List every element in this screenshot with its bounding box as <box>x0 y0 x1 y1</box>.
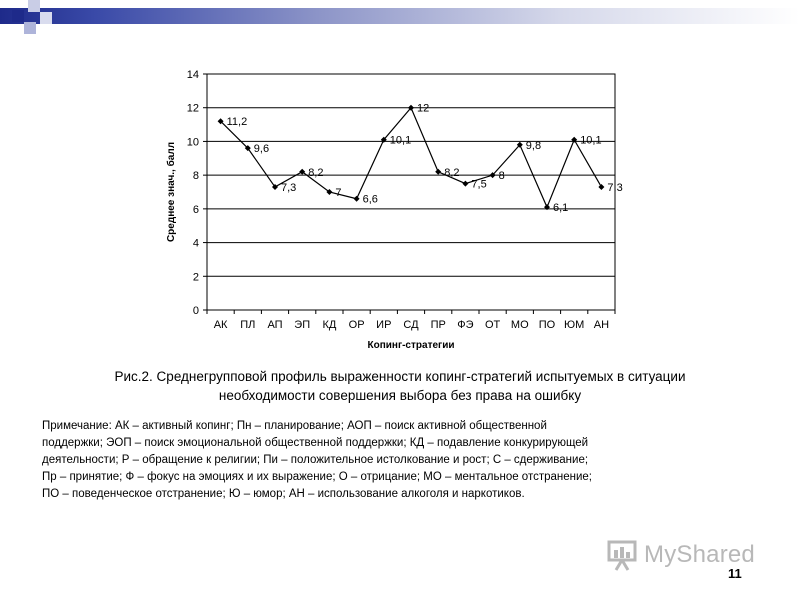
y-tick-label: 10 <box>186 136 199 149</box>
x-tick-label: ПЛ <box>240 319 256 331</box>
x-tick-label: ФЭ <box>457 319 474 331</box>
header-gradient-bar <box>0 8 800 24</box>
data-label: 6,1 <box>553 202 569 215</box>
data-point <box>354 196 360 202</box>
page-number: 11 <box>728 566 742 581</box>
y-tick-label: 8 <box>192 170 199 183</box>
note-line: ПО – поведенческое отстранение; Ю – юмор; АН – использование алкоголя и наркотиков. <box>42 488 525 500</box>
x-tick-label: АК <box>213 319 228 331</box>
data-label: 9,8 <box>525 139 542 152</box>
x-tick-label: ИР <box>376 319 392 331</box>
header-square-light <box>28 0 40 12</box>
data-point <box>598 184 604 190</box>
x-tick-label: КД <box>322 319 337 331</box>
note-line: деятельности; Р – обращение к религии; Пи – положительное истолкование и рост; С – сдерживание; <box>42 454 589 466</box>
caption-line: необходимости совершения выбора без права на ошибку <box>218 388 582 403</box>
data-label: 8,2 <box>308 166 324 179</box>
x-tick-label: ПО <box>538 319 556 331</box>
line-chart <box>150 60 630 360</box>
note-line: Примечание: АК – активный копинг; Пн – планирование; АОП – поиск активной общественной <box>42 420 547 432</box>
figure-caption <box>40 367 760 405</box>
data-point <box>435 169 441 175</box>
x-axis-label: Копинг-стратегии <box>367 340 455 351</box>
x-tick-label: ЮМ <box>564 319 585 331</box>
y-tick-label: 4 <box>192 237 199 250</box>
data-point <box>462 181 468 187</box>
x-tick-label: СД <box>403 319 419 331</box>
note-line: Пр – принятие; Ф – фокус на эмоциях и их выражение; О – отрицание; МО – ментальное отстранение; <box>42 471 593 483</box>
data-label: 9,6 <box>253 143 270 156</box>
data-label: 8,2 <box>444 166 460 179</box>
caption-line: Рис.2. Среднегрупповой профиль выраженности копинг-стратегий испытуемых в ситуации <box>114 369 686 384</box>
presentation-board-icon <box>606 538 640 572</box>
data-label: 10,1 <box>389 134 412 147</box>
y-tick-label: 0 <box>192 305 199 317</box>
data-label: 7 <box>335 187 342 199</box>
data-label: 6,6 <box>362 193 378 206</box>
note-line: поддержки; ЭОП – поиск эмоциональной общественной поддержки; КД – подавление конкурирующей <box>42 437 589 449</box>
x-tick-label: АН <box>593 319 610 331</box>
y-tick-label: 14 <box>186 69 199 81</box>
x-tick-label: ОР <box>348 319 365 331</box>
data-label: 11,2 <box>226 116 248 129</box>
data-label: 7,3 <box>607 181 623 194</box>
data-label: 8 <box>498 170 505 183</box>
y-tick-label: 2 <box>192 271 199 284</box>
y-tick-label: 6 <box>192 203 199 216</box>
logo-text: MyShared <box>644 541 755 568</box>
figure-note <box>42 418 692 503</box>
header-square-light <box>24 22 36 34</box>
header-square-dark <box>12 10 24 22</box>
x-tick-label: ПР <box>430 319 446 331</box>
data-label: 7,5 <box>471 178 487 191</box>
header-square-light <box>40 12 52 24</box>
data-label: 7,3 <box>281 181 297 194</box>
x-tick-label: АП <box>267 319 283 331</box>
x-tick-label: МО <box>510 319 529 331</box>
series-line <box>221 108 602 207</box>
x-tick-label: ЭП <box>294 319 311 331</box>
data-label: 10,1 <box>580 134 602 147</box>
y-tick-label: 12 <box>186 102 199 115</box>
x-tick-label: ОТ <box>484 319 501 331</box>
y-axis-label: Среднее знач., балл <box>166 141 177 243</box>
data-label: 12 <box>417 102 430 115</box>
